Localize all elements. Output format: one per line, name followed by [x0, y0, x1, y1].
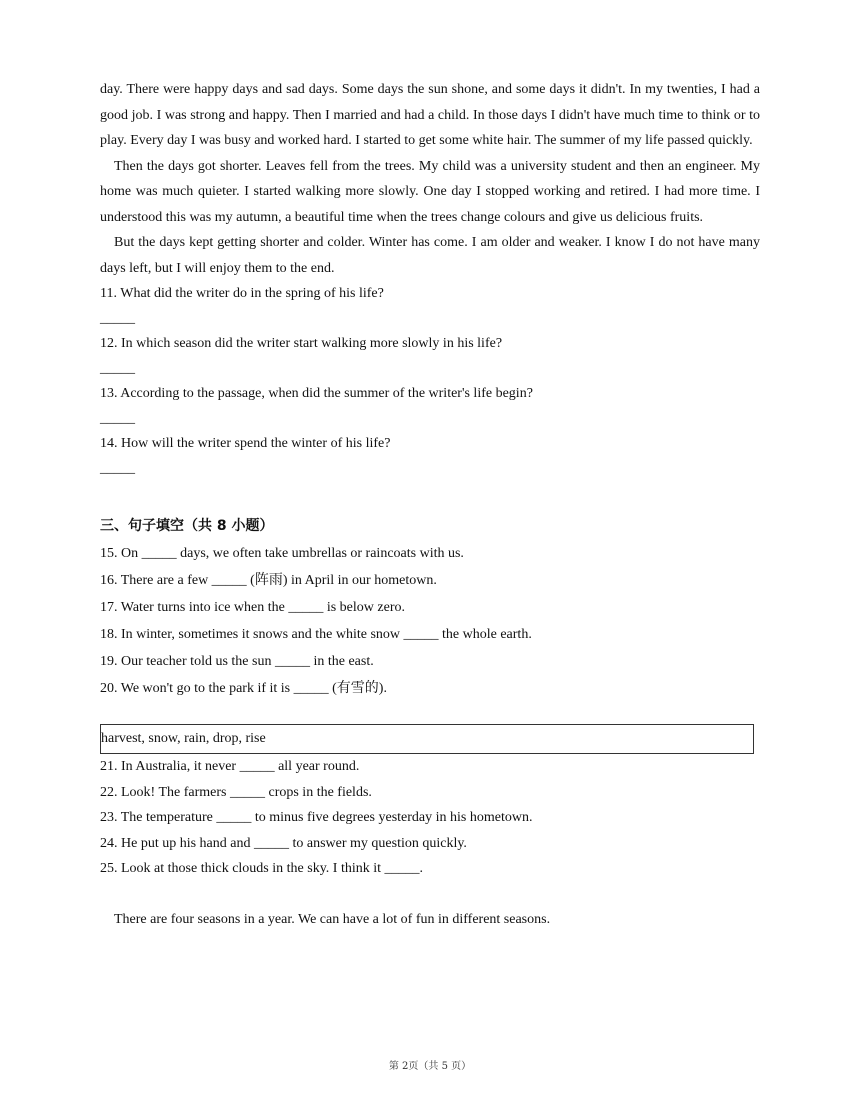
sentence-item: 19. Our teacher told us the sun _____ in the east.	[100, 654, 374, 669]
document-page	[100, 77, 760, 946]
sentence-item: 23. The temperature _____ to minus five degrees yesterday in his hometown.	[100, 810, 533, 825]
word-bank-text: harvest, snow, rain, drop, rise	[101, 731, 266, 746]
sentence-item: 24. He put up his hand and _____ to answer my question quickly.	[100, 835, 467, 851]
section-title: 三、句子填空（共 8 小题）	[100, 518, 274, 534]
answer-blank-11[interactable]: _____	[100, 311, 135, 326]
passage-paragraph-2: Then the days got shorter. Leaves fell from the trees. My child was a university student and then an engineer. My home was much quieter. I started walking more slowly. One day I stopped working and retired. I had more time. I understood this was my autumn, a beautiful time when the trees change colours and give us delicious fruits.	[100, 158, 760, 225]
answer-blank-13[interactable]: _____	[100, 411, 135, 426]
sentence-item: 17. Water turns into ice when the _____ is below zero.	[100, 600, 405, 615]
question-11: 11. What did the writer do in the spring of his life?	[100, 286, 384, 301]
question-13: 13. According to the passage, when did the summer of the writer's life begin?	[100, 386, 533, 401]
sentence-item: 15. On _____ days, we often take umbrellas or raincoats with us.	[100, 546, 464, 561]
sentence-item: 22. Look! The farmers _____ crops in the fields.	[100, 784, 372, 800]
sentence-item: 21. In Australia, it never _____ all year round.	[100, 759, 360, 774]
closing-paragraph: There are four seasons in a year. We can have a lot of fun in different seasons.	[114, 911, 551, 927]
word-bank-box	[100, 724, 754, 754]
sentence-item: 18. In winter, sometimes it snows and the white snow _____ the whole earth.	[100, 627, 532, 642]
sentence-item: 20. We won't go to the park if it is _____ (有雪的).	[100, 681, 387, 696]
passage-paragraph-1: day. There were happy days and sad days. Some days the sun shone, and some days it didn't. In my twenties, I had a good job. I was strong and happy. Then I married and had a child. In those days I didn't have much time to think or to play. Every day I was busy and worked hard. I started to get some white hair. The summer of my life passed quickly.	[100, 82, 760, 148]
question-14: 14. How will the writer spend the winter of his life?	[100, 436, 391, 451]
question-12: 12. In which season did the writer start walking more slowly in his life?	[100, 336, 503, 351]
answer-blank-14[interactable]: _____	[100, 461, 135, 476]
passage-paragraph-3: But the days kept getting shorter and colder. Winter has come. I am older and weaker. I know I do not have many days left, but I will enjoy them to the end.	[100, 235, 760, 276]
answer-blank-12[interactable]: _____	[100, 361, 135, 376]
sentence-item: 25. Look at those thick clouds in the sky. I think it _____.	[100, 861, 424, 876]
sentence-item: 16. There are a few _____ (阵雨) in April in our hometown.	[100, 573, 437, 588]
page-footer: 第 2页（共 5 页）	[388, 1061, 472, 1072]
